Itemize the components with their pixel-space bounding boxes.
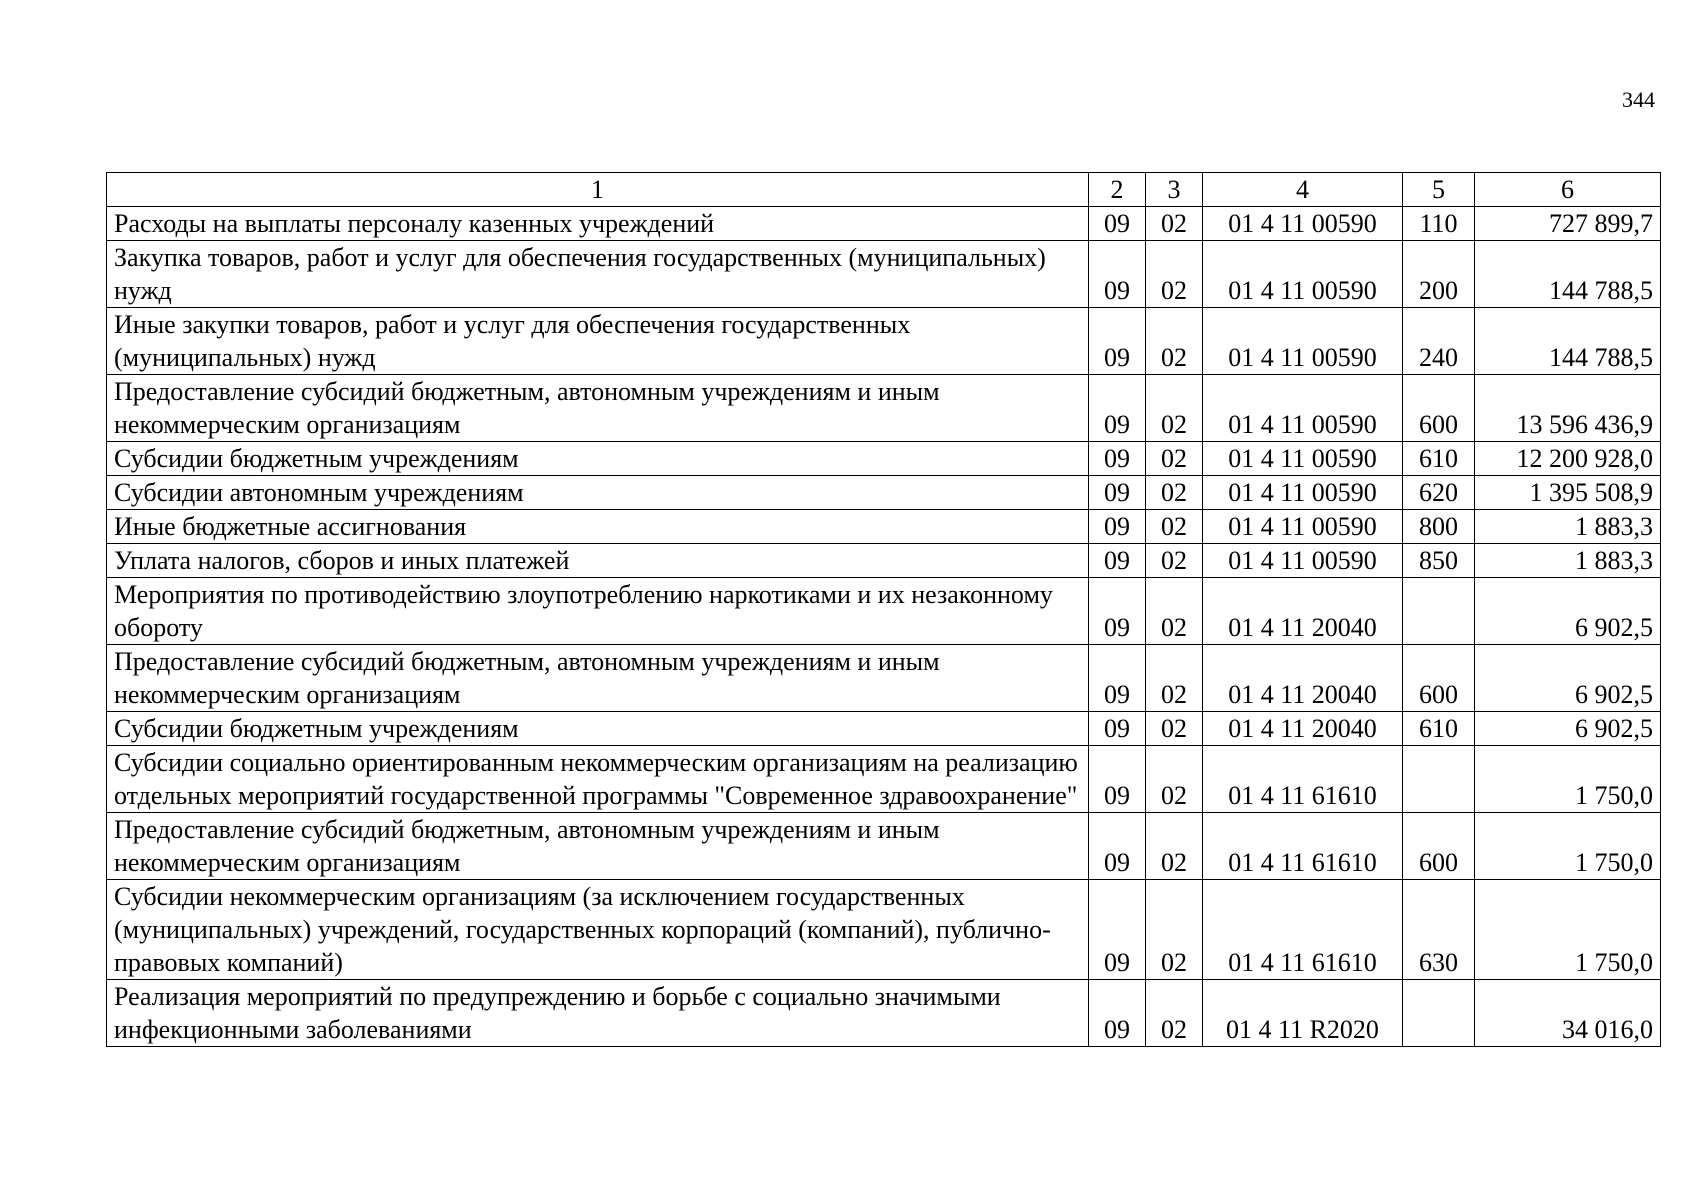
row-section: 09 — [1089, 207, 1146, 241]
row-amount: 1 883,3 — [1475, 510, 1661, 544]
row-section: 09 — [1089, 544, 1146, 578]
row-expense-type: 620 — [1403, 476, 1475, 510]
row-expense-type: 240 — [1403, 308, 1475, 375]
row-expense-type: 600 — [1403, 645, 1475, 712]
row-subsection: 02 — [1146, 980, 1203, 1047]
row-amount: 6 902,5 — [1475, 712, 1661, 746]
row-target-article: 01 4 11 00590 — [1203, 442, 1403, 476]
row-name: Субсидии автономным учреждениям — [107, 476, 1089, 510]
row-subsection: 02 — [1146, 308, 1203, 375]
table-row — [107, 241, 1661, 308]
row-amount: 1 750,0 — [1475, 880, 1661, 980]
row-section: 09 — [1089, 746, 1146, 813]
row-subsection: 02 — [1146, 746, 1203, 813]
table-row — [107, 746, 1661, 813]
row-amount: 144 788,5 — [1475, 241, 1661, 308]
table-row — [107, 476, 1661, 510]
row-subsection: 02 — [1146, 813, 1203, 880]
table-row — [107, 880, 1661, 980]
row-expense-type: 850 — [1403, 544, 1475, 578]
table-row — [107, 578, 1661, 645]
row-expense-type — [1403, 746, 1475, 813]
header-cell-1: 1 — [107, 173, 1089, 207]
row-section: 09 — [1089, 880, 1146, 980]
row-section: 09 — [1089, 442, 1146, 476]
row-name: Закупка товаров, работ и услуг для обеспечения государственных (муниципальных) нужд — [107, 241, 1089, 308]
row-amount: 12 200 928,0 — [1475, 442, 1661, 476]
row-subsection: 02 — [1146, 544, 1203, 578]
table-row — [107, 813, 1661, 880]
row-target-article: 01 4 11 R2020 — [1203, 980, 1403, 1047]
row-name: Уплата налогов, сборов и иных платежей — [107, 544, 1089, 578]
row-expense-type — [1403, 980, 1475, 1047]
header-cell-5: 5 — [1403, 173, 1475, 207]
header-cell-2: 2 — [1089, 173, 1146, 207]
table-row — [107, 510, 1661, 544]
row-subsection: 02 — [1146, 241, 1203, 308]
row-name: Реализация мероприятий по предупреждению и борьбе с социально значимыми инфекционными заболеваниями — [107, 980, 1089, 1047]
row-subsection: 02 — [1146, 510, 1203, 544]
row-expense-type: 600 — [1403, 813, 1475, 880]
row-section: 09 — [1089, 308, 1146, 375]
row-amount: 727 899,7 — [1475, 207, 1661, 241]
header-row — [107, 173, 1661, 207]
row-amount: 1 750,0 — [1475, 813, 1661, 880]
budget-table — [106, 172, 1661, 1047]
row-section: 09 — [1089, 712, 1146, 746]
row-name: Субсидии бюджетным учреждениям — [107, 442, 1089, 476]
table-row — [107, 980, 1661, 1047]
row-name: Расходы на выплаты персоналу казенных учреждений — [107, 207, 1089, 241]
row-section: 09 — [1089, 375, 1146, 442]
table-row — [107, 712, 1661, 746]
table-row — [107, 442, 1661, 476]
row-section: 09 — [1089, 510, 1146, 544]
row-expense-type: 800 — [1403, 510, 1475, 544]
row-target-article: 01 4 11 00590 — [1203, 308, 1403, 375]
table-row — [107, 375, 1661, 442]
row-expense-type: 110 — [1403, 207, 1475, 241]
row-target-article: 01 4 11 61610 — [1203, 880, 1403, 980]
header-cell-3: 3 — [1146, 173, 1203, 207]
row-target-article: 01 4 11 20040 — [1203, 578, 1403, 645]
row-amount: 6 902,5 — [1475, 578, 1661, 645]
table-row — [107, 207, 1661, 241]
row-amount: 34 016,0 — [1475, 980, 1661, 1047]
row-name: Мероприятия по противодействию злоупотреблению наркотиками и их незаконному обороту — [107, 578, 1089, 645]
row-name: Предоставление субсидий бюджетным, автономным учреждениям и иным некоммерческим организациям — [107, 813, 1089, 880]
row-subsection: 02 — [1146, 375, 1203, 442]
row-name: Иные бюджетные ассигнования — [107, 510, 1089, 544]
row-name: Субсидии социально ориентированным некоммерческим организациям на реализацию отдельных мероприятий государственной программы "Современное здравоохранение" — [107, 746, 1089, 813]
row-amount: 1 750,0 — [1475, 746, 1661, 813]
row-target-article: 01 4 11 00590 — [1203, 375, 1403, 442]
row-subsection: 02 — [1146, 880, 1203, 980]
row-amount: 13 596 436,9 — [1475, 375, 1661, 442]
row-target-article: 01 4 11 61610 — [1203, 813, 1403, 880]
row-section: 09 — [1089, 813, 1146, 880]
row-name: Предоставление субсидий бюджетным, автономным учреждениям и иным некоммерческим организациям — [107, 375, 1089, 442]
row-amount: 1 883,3 — [1475, 544, 1661, 578]
row-subsection: 02 — [1146, 207, 1203, 241]
row-target-article: 01 4 11 00590 — [1203, 241, 1403, 308]
row-target-article: 01 4 11 00590 — [1203, 476, 1403, 510]
row-subsection: 02 — [1146, 578, 1203, 645]
row-subsection: 02 — [1146, 645, 1203, 712]
row-target-article: 01 4 11 00590 — [1203, 510, 1403, 544]
header-cell-4: 4 — [1203, 173, 1403, 207]
row-target-article: 01 4 11 20040 — [1203, 712, 1403, 746]
row-name: Субсидии бюджетным учреждениям — [107, 712, 1089, 746]
table-row — [107, 308, 1661, 375]
row-target-article: 01 4 11 20040 — [1203, 645, 1403, 712]
row-amount: 144 788,5 — [1475, 308, 1661, 375]
row-name: Предоставление субсидий бюджетным, автономным учреждениям и иным некоммерческим организациям — [107, 645, 1089, 712]
table-body — [107, 207, 1661, 1047]
table-row — [107, 544, 1661, 578]
row-section: 09 — [1089, 980, 1146, 1047]
header-cell-6: 6 — [1475, 173, 1661, 207]
row-name: Субсидии некоммерческим организациям (за исключением государственных (муниципальных) учреждений, государственных корпораций (компаний), публично-правовых компаний) — [107, 880, 1089, 980]
row-amount: 1 395 508,9 — [1475, 476, 1661, 510]
row-expense-type — [1403, 578, 1475, 645]
row-expense-type: 630 — [1403, 880, 1475, 980]
row-amount: 6 902,5 — [1475, 645, 1661, 712]
row-section: 09 — [1089, 241, 1146, 308]
page-number: 344 — [1622, 87, 1655, 112]
row-expense-type: 600 — [1403, 375, 1475, 442]
row-subsection: 02 — [1146, 476, 1203, 510]
row-subsection: 02 — [1146, 442, 1203, 476]
row-target-article: 01 4 11 61610 — [1203, 746, 1403, 813]
row-target-article: 01 4 11 00590 — [1203, 207, 1403, 241]
row-target-article: 01 4 11 00590 — [1203, 544, 1403, 578]
row-section: 09 — [1089, 578, 1146, 645]
row-expense-type: 610 — [1403, 442, 1475, 476]
row-name: Иные закупки товаров, работ и услуг для обеспечения государственных (муниципальных) нужд — [107, 308, 1089, 375]
row-section: 09 — [1089, 645, 1146, 712]
row-expense-type: 610 — [1403, 712, 1475, 746]
row-subsection: 02 — [1146, 712, 1203, 746]
row-section: 09 — [1089, 476, 1146, 510]
table-row — [107, 645, 1661, 712]
row-expense-type: 200 — [1403, 241, 1475, 308]
